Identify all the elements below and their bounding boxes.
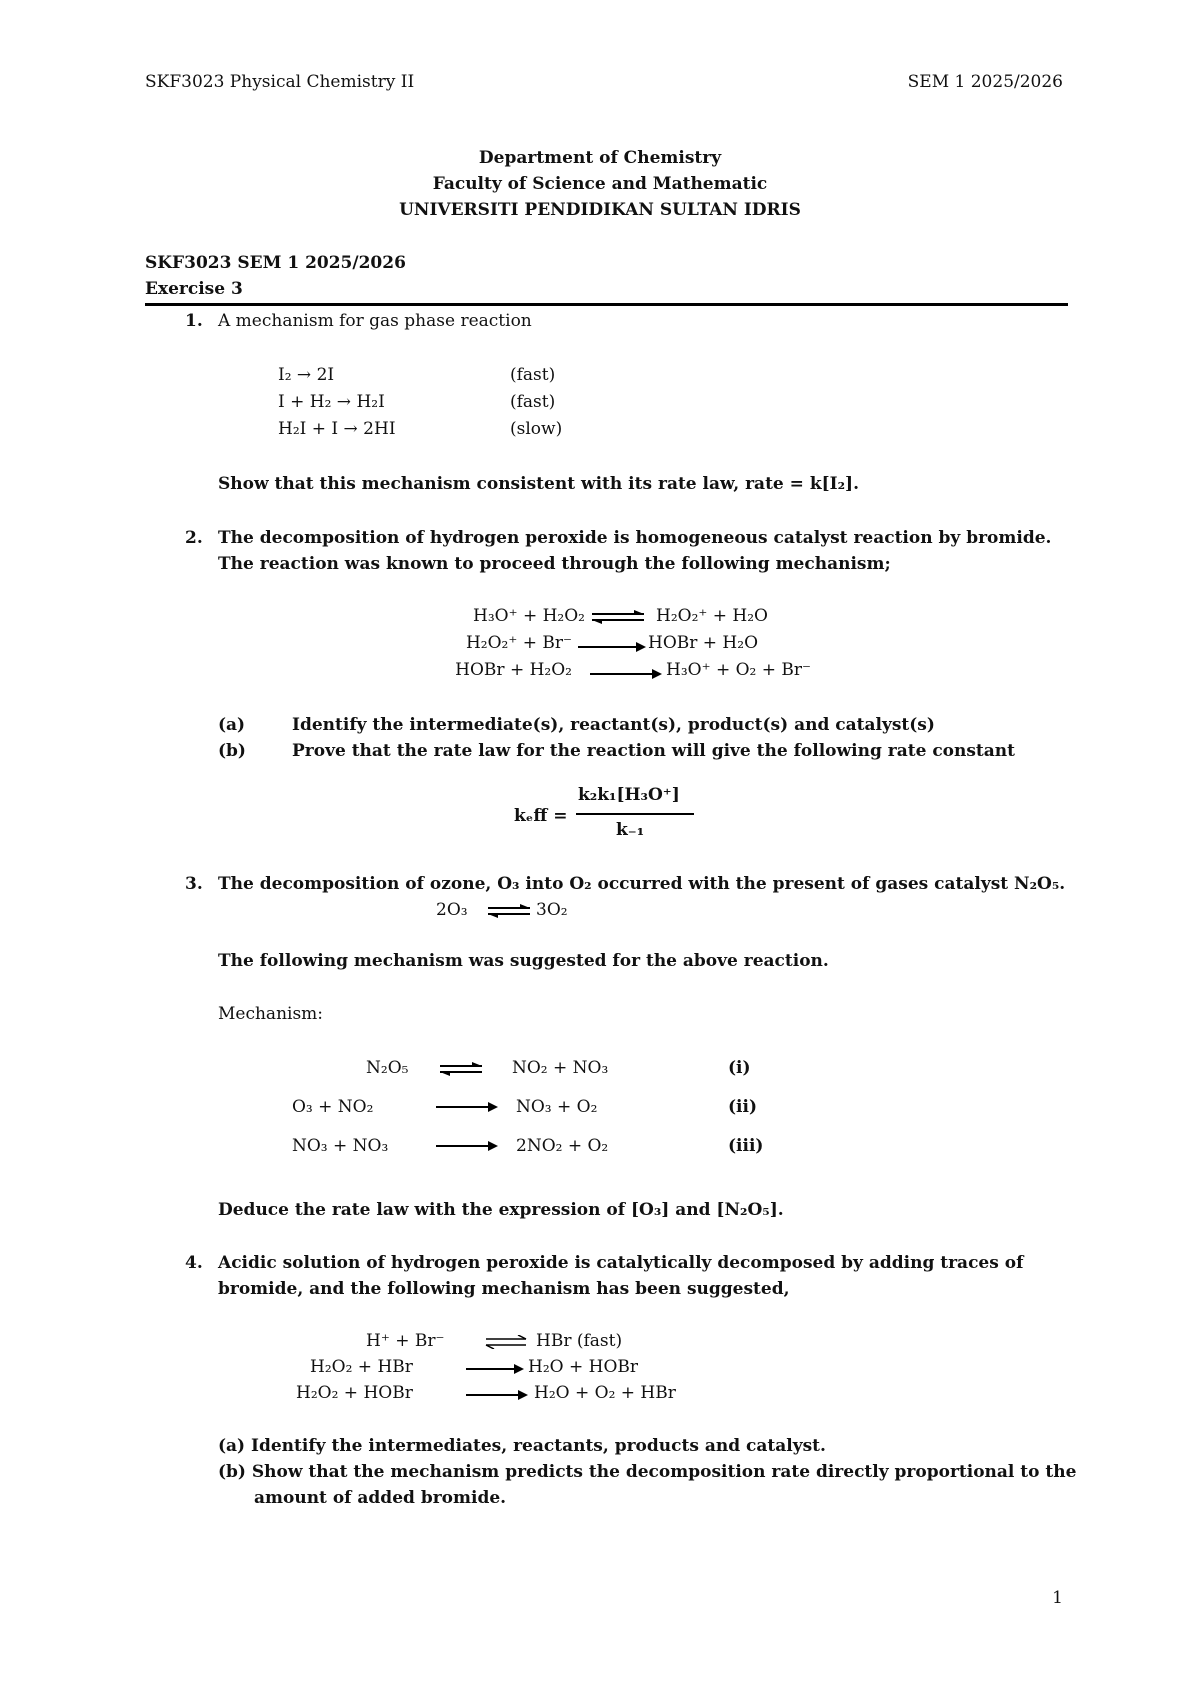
q4-eq-2-right: H₂O + HOBr xyxy=(528,1357,639,1377)
q3-step-3-right: 2NO₂ + O₂ xyxy=(516,1136,609,1156)
q1-intro: A mechanism for gas phase reaction xyxy=(218,311,532,331)
q3-step-3-left: NO₃ + NO₃ xyxy=(292,1136,389,1156)
q4-line-1: Acidic solution of hydrogen peroxide is catalytically decomposed by adding traces of xyxy=(218,1253,1024,1273)
q1-step-3-note: (slow) xyxy=(510,419,563,439)
page-number: 1 xyxy=(1052,1588,1063,1608)
q4-eq-3-left: H₂O₂ + HOBr xyxy=(296,1383,413,1403)
q3-line-2: The following mechanism was suggested for the above reaction. xyxy=(218,951,829,971)
q4-eq-1-right: HBr (fast) xyxy=(536,1331,623,1351)
q3-task: Deduce the rate law with the expression of [O₃] and [N₂O₅]. xyxy=(218,1200,784,1220)
q1-step-3: H₂I + I → 2HI xyxy=(278,419,396,439)
q3-step-1-left: N₂O₅ xyxy=(366,1058,409,1078)
q3-overall-left: 2O₃ xyxy=(436,900,468,920)
q4-eq-1-left: H⁺ + Br⁻ xyxy=(366,1331,445,1351)
course-code: SKF3023 SEM 1 2025/2026 xyxy=(145,253,406,273)
q1-number: 1. xyxy=(185,311,203,331)
equilibrium-arrow-icon xyxy=(438,1062,484,1076)
q1-step-2-note: (fast) xyxy=(510,392,556,412)
q2-line-1: The decomposition of hydrogen peroxide is homogeneous catalyst reaction by bromide. xyxy=(218,528,1052,548)
q1-task: Show that this mechanism consistent with its rate law, rate = k[I₂]. xyxy=(218,474,860,494)
q2-eq-3-left: HOBr + H₂O₂ xyxy=(455,660,572,680)
university-title: UNIVERSITI PENDIDIKAN SULTAN IDRIS xyxy=(399,200,801,220)
q4-part-b-line-1: (b) Show that the mechanism predicts the decomposition rate directly proportional to the xyxy=(218,1462,1077,1482)
q3-mechanism-label: Mechanism: xyxy=(218,1004,324,1024)
q2-eq-2-left: H₂O₂⁺ + Br⁻ xyxy=(465,633,572,653)
q2-eq-3-right: H₃O⁺ + O₂ + Br⁻ xyxy=(666,660,811,680)
q2-a-text: Identify the intermediate(s), reactant(s), product(s) and catalyst(s) xyxy=(292,715,935,735)
faculty-title: Faculty of Science and Mathematic xyxy=(432,174,768,194)
q1-step-1: I₂ → 2I xyxy=(278,365,335,385)
q4-eq-3-right: H₂O + O₂ + HBr xyxy=(534,1383,676,1403)
reaction-arrow-icon xyxy=(590,673,660,675)
q4-eq-2-left: H₂O₂ + HBr xyxy=(310,1357,413,1377)
divider xyxy=(145,303,1068,306)
q2-eq-1-right: H₂O₂⁺ + H₂O xyxy=(656,606,768,626)
q3-step-2-left: O₃ + NO₂ xyxy=(292,1097,374,1117)
q1-step-1-note: (fast) xyxy=(510,365,556,385)
q3-step-1-tag: (i) xyxy=(728,1058,751,1078)
keff-numerator: k₂k₁[H₃O⁺] xyxy=(578,785,680,805)
q2-a-label: (a) xyxy=(218,715,246,735)
q4-line-2: bromide, and the following mechanism has been suggested, xyxy=(218,1279,790,1299)
keff-lhs: kₑff = xyxy=(514,806,568,826)
q3-step-3-tag: (iii) xyxy=(728,1136,764,1156)
exercise-title: Exercise 3 xyxy=(145,279,243,299)
fraction-bar xyxy=(576,813,694,815)
q2-line-2: The reaction was known to proceed through the following mechanism; xyxy=(218,554,891,574)
reaction-arrow-icon xyxy=(436,1106,496,1108)
q2-number: 2. xyxy=(185,528,203,548)
reaction-arrow-icon xyxy=(578,646,644,648)
q1-step-2: I + H₂ → H₂I xyxy=(278,392,385,412)
q2-b-label: (b) xyxy=(218,741,246,761)
keff-denominator: k₋₁ xyxy=(616,820,645,840)
q3-step-2-right: NO₃ + O₂ xyxy=(516,1097,598,1117)
header-semester: SEM 1 2025/2026 xyxy=(907,72,1063,92)
q3-number: 3. xyxy=(185,874,203,894)
q2-eq-2-right: HOBr + H₂O xyxy=(648,633,759,653)
reaction-arrow-icon xyxy=(466,1368,522,1370)
q4-part-a: (a) Identify the intermediates, reactants, products and catalyst. xyxy=(218,1436,826,1456)
department-title: Department of Chemistry xyxy=(478,148,722,168)
q4-part-b-line-2: amount of added bromide. xyxy=(254,1488,507,1508)
equilibrium-arrow-icon xyxy=(486,904,532,918)
equilibrium-arrow-icon xyxy=(590,610,646,624)
header-course: SKF3023 Physical Chemistry II xyxy=(145,72,415,92)
reaction-arrow-icon xyxy=(466,1394,526,1396)
q3-step-1-right: NO₂ + NO₃ xyxy=(512,1058,609,1078)
reaction-arrow-icon xyxy=(436,1145,496,1147)
q2-b-text: Prove that the rate law for the reaction will give the following rate constant xyxy=(292,741,1016,761)
q2-eq-1-left: H₃O⁺ + H₂O₂ xyxy=(473,606,585,626)
q3-overall-right: 3O₂ xyxy=(536,900,568,920)
q3-step-2-tag: (ii) xyxy=(728,1097,758,1117)
q3-line-1: The decomposition of ozone, O₃ into O₂ occurred with the present of gases catalyst N₂O₅. xyxy=(218,874,1066,894)
q4-number: 4. xyxy=(185,1253,203,1273)
equilibrium-arrow-icon xyxy=(484,1335,528,1349)
